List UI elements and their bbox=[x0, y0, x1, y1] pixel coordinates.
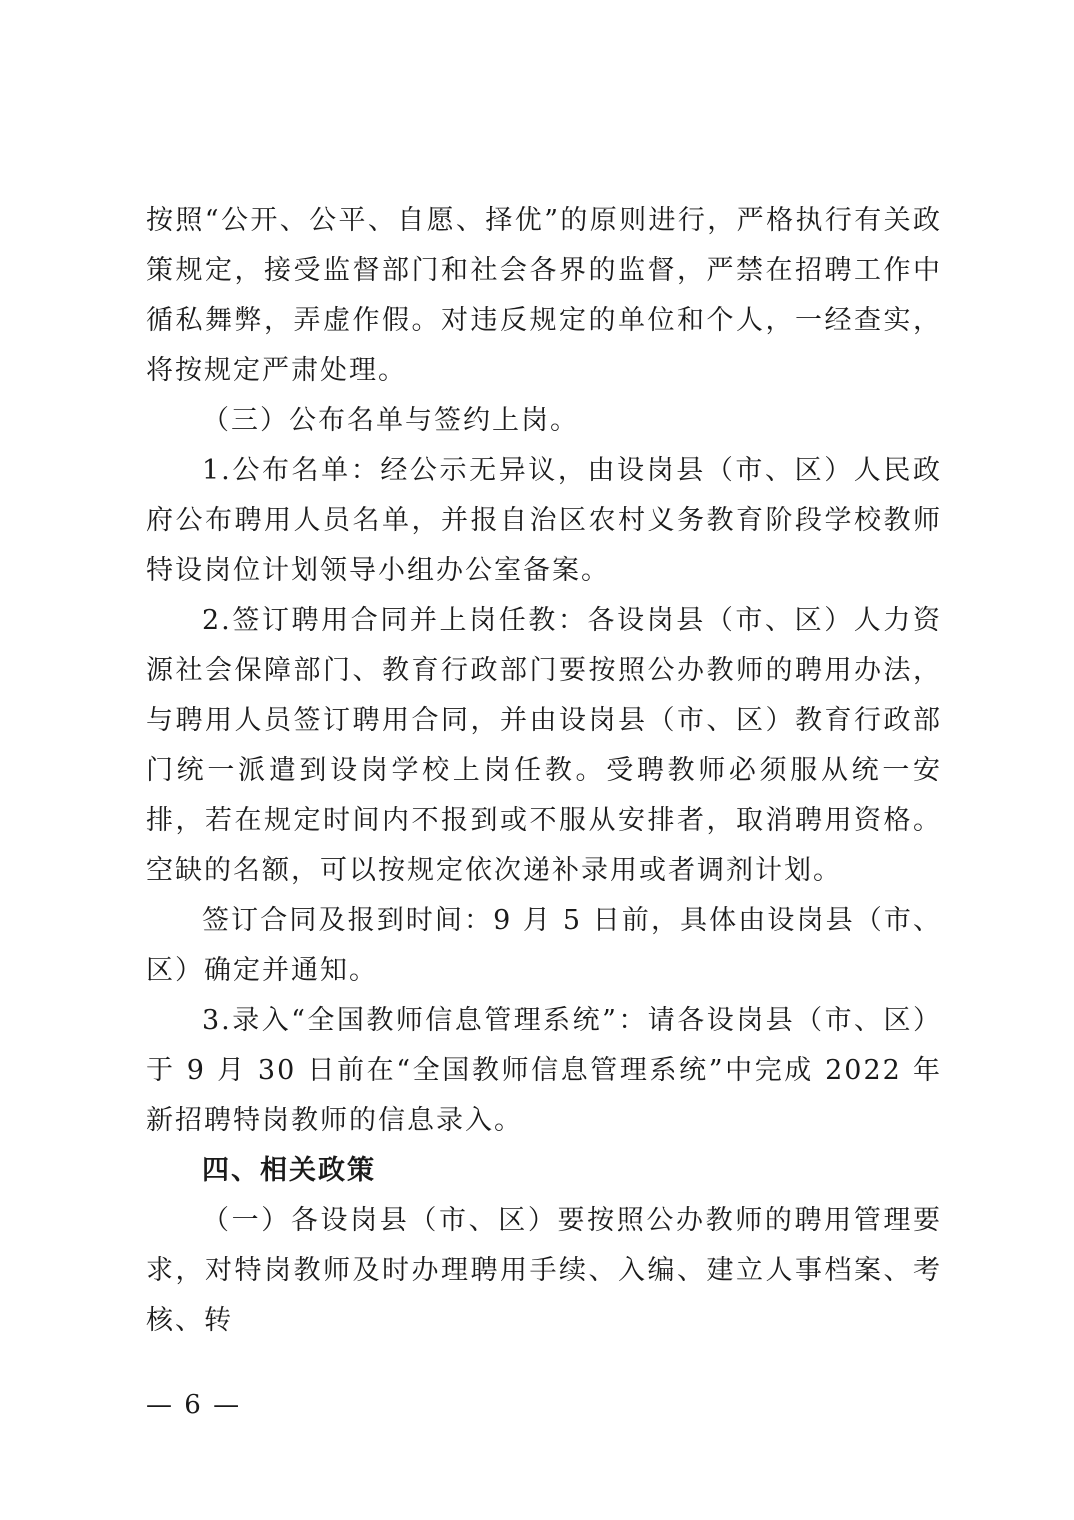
paragraph-publish-list: 1.公布名单：经公示无异议，由设岗县（市、区）人民政府公布聘用人员名单，并报自治区农村义务教育阶段学校教师特设岗位计划领导小组办公室备案。 bbox=[146, 455, 942, 586]
paragraph-system-entry: 3.录入“全国教师信息管理系统”：请各设岗县（市、区）于 9 月 30 日前在“全国教师信息管理系统”中完成 2022 年新招聘特岗教师的信息录入。 bbox=[146, 1005, 942, 1136]
section-heading-4: 四、相关政策 bbox=[202, 1155, 376, 1186]
document-body bbox=[146, 196, 942, 1346]
page-number: — 6 — bbox=[146, 1390, 242, 1420]
paragraph-sign-contract: 2.签订聘用合同并上岗任教：各设岗县（市、区）人力资源社会保障部门、教育行政部门要按照公办教师的聘用办法，与聘用人员签订聘用合同，并由设岗县（市、区）教育行政部门统一派遣到设岗学校上岗任教。受聘教师必须服从统一安排，若在规定时间内不报到或不服从安排者，取消聘用资格。空缺的名额，可以按规定依次递补录用或者调剂计划。 bbox=[146, 605, 942, 886]
paragraph-sign-time: 签订合同及报到时间：9 月 5 日前，具体由设岗县（市、区）确定并通知。 bbox=[146, 905, 942, 986]
paragraph-continuation: 按照“公开、公平、自愿、择优”的原则进行，严格执行有关政策规定，接受监督部门和社会各界的监督，严禁在招聘工作中循私舞弊，弄虚作假。对违反规定的单位和个人，一经查实，将按规定严肃处理。 bbox=[146, 205, 942, 386]
paragraph-policy-1: （一）各设岗县（市、区）要按照公办教师的聘用管理要求，对特岗教师及时办理聘用手续、入编、建立人事档案、考核、转 bbox=[146, 1205, 942, 1336]
subsection-heading-3: （三）公布名单与签约上岗。 bbox=[202, 405, 579, 436]
